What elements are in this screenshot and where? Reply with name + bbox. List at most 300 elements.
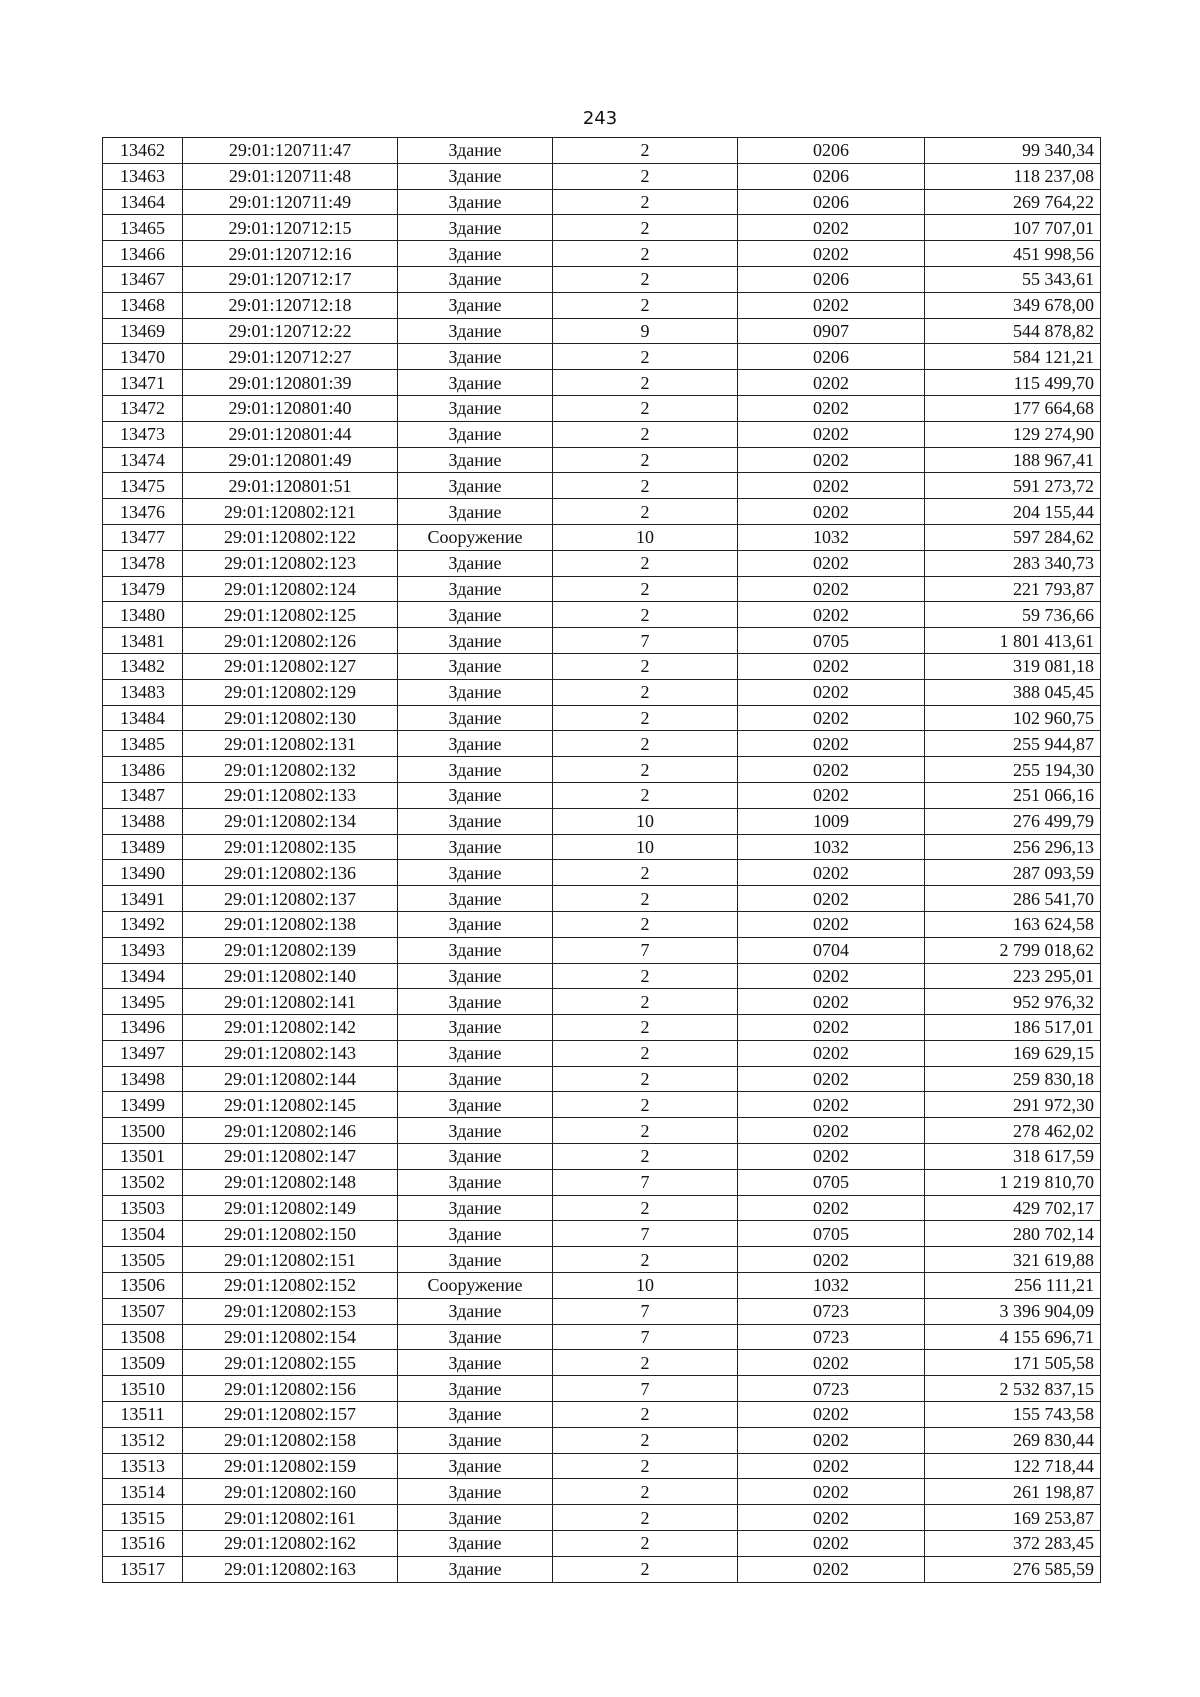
table-row — [103, 1144, 1101, 1170]
code-cell: 0202 — [738, 473, 925, 499]
cadastral-number-cell: 29:01:120802:132 — [183, 757, 398, 783]
object-type-cell: Здание — [398, 1169, 553, 1195]
object-type-cell: Здание — [398, 834, 553, 860]
object-type-cell: Здание — [398, 1118, 553, 1144]
cadastral-value-cell: 952 976,32 — [925, 989, 1101, 1015]
table-row — [103, 1118, 1101, 1144]
table-row — [103, 1247, 1101, 1273]
cadastral-number-cell: 29:01:120802:133 — [183, 782, 398, 808]
object-type-cell: Сооружение — [398, 524, 553, 550]
group-cell: 2 — [553, 189, 738, 215]
group-cell: 2 — [553, 705, 738, 731]
cadastral-number-cell: 29:01:120802:149 — [183, 1195, 398, 1221]
cadastral-value-cell: 256 296,13 — [925, 834, 1101, 860]
group-cell: 2 — [553, 1066, 738, 1092]
cadastral-value-cell: 388 045,45 — [925, 679, 1101, 705]
cadastral-value-cell: 276 585,59 — [925, 1556, 1101, 1582]
code-cell: 1032 — [738, 1273, 925, 1299]
cadastral-value-cell: 115 499,70 — [925, 370, 1101, 396]
cadastral-value-cell: 283 340,73 — [925, 550, 1101, 576]
group-cell: 2 — [553, 1040, 738, 1066]
row-number-cell: 13490 — [103, 860, 183, 886]
cadastral-number-cell: 29:01:120712:15 — [183, 215, 398, 241]
table-row — [103, 602, 1101, 628]
cadastral-value-cell: 122 718,44 — [925, 1453, 1101, 1479]
cadastral-value-cell: 287 093,59 — [925, 860, 1101, 886]
table-row — [103, 499, 1101, 525]
row-number-cell: 13466 — [103, 241, 183, 267]
row-number-cell: 13485 — [103, 731, 183, 757]
row-number-cell: 13475 — [103, 473, 183, 499]
row-number-cell: 13468 — [103, 292, 183, 318]
row-number-cell: 13497 — [103, 1040, 183, 1066]
cadastral-number-cell: 29:01:120802:163 — [183, 1556, 398, 1582]
row-number-cell: 13463 — [103, 163, 183, 189]
code-cell: 0202 — [738, 1479, 925, 1505]
group-cell: 2 — [553, 344, 738, 370]
cadastral-number-cell: 29:01:120802:150 — [183, 1221, 398, 1247]
group-cell: 2 — [553, 241, 738, 267]
object-type-cell: Здание — [398, 757, 553, 783]
group-cell: 10 — [553, 808, 738, 834]
cadastral-number-cell: 29:01:120802:136 — [183, 860, 398, 886]
object-type-cell: Здание — [398, 1195, 553, 1221]
table-row — [103, 1273, 1101, 1299]
code-cell: 0202 — [738, 1144, 925, 1170]
group-cell: 2 — [553, 1092, 738, 1118]
code-cell: 0202 — [738, 757, 925, 783]
group-cell: 2 — [553, 1556, 738, 1582]
code-cell: 0202 — [738, 395, 925, 421]
group-cell: 7 — [553, 1298, 738, 1324]
object-type-cell: Здание — [398, 473, 553, 499]
row-number-cell: 13507 — [103, 1298, 183, 1324]
code-cell: 0202 — [738, 1195, 925, 1221]
object-type-cell: Здание — [398, 1531, 553, 1557]
group-cell: 2 — [553, 1118, 738, 1144]
table-row — [103, 886, 1101, 912]
cadastral-number-cell: 29:01:120802:156 — [183, 1376, 398, 1402]
cadastral-value-cell: 276 499,79 — [925, 808, 1101, 834]
table-row — [103, 473, 1101, 499]
code-cell: 0723 — [738, 1324, 925, 1350]
table-row — [103, 447, 1101, 473]
object-type-cell: Здание — [398, 782, 553, 808]
row-number-cell: 13480 — [103, 602, 183, 628]
table-row — [103, 808, 1101, 834]
row-number-cell: 13502 — [103, 1169, 183, 1195]
cadastral-value-cell: 261 198,87 — [925, 1479, 1101, 1505]
table-row — [103, 679, 1101, 705]
object-type-cell: Здание — [398, 1066, 553, 1092]
cadastral-value-cell: 291 972,30 — [925, 1092, 1101, 1118]
group-cell: 2 — [553, 963, 738, 989]
object-type-cell: Здание — [398, 886, 553, 912]
cadastral-number-cell: 29:01:120801:51 — [183, 473, 398, 499]
cadastral-value-cell: 107 707,01 — [925, 215, 1101, 241]
cadastral-number-cell: 29:01:120802:161 — [183, 1505, 398, 1531]
row-number-cell: 13462 — [103, 138, 183, 164]
table-row — [103, 1040, 1101, 1066]
code-cell: 0202 — [738, 550, 925, 576]
table-row — [103, 782, 1101, 808]
cadastral-number-cell: 29:01:120801:40 — [183, 395, 398, 421]
table-row — [103, 318, 1101, 344]
table-row — [103, 189, 1101, 215]
group-cell: 2 — [553, 989, 738, 1015]
code-cell: 0202 — [738, 499, 925, 525]
cadastral-value-cell: 2 532 837,15 — [925, 1376, 1101, 1402]
cadastral-value-cell: 4 155 696,71 — [925, 1324, 1101, 1350]
row-number-cell: 13486 — [103, 757, 183, 783]
cadastral-number-cell: 29:01:120802:158 — [183, 1427, 398, 1453]
cadastral-number-cell: 29:01:120801:44 — [183, 421, 398, 447]
row-number-cell: 13498 — [103, 1066, 183, 1092]
table-row — [103, 731, 1101, 757]
cadastral-number-cell: 29:01:120802:159 — [183, 1453, 398, 1479]
object-type-cell: Здание — [398, 679, 553, 705]
code-cell: 0202 — [738, 1247, 925, 1273]
row-number-cell: 13489 — [103, 834, 183, 860]
code-cell: 0202 — [738, 963, 925, 989]
row-number-cell: 13484 — [103, 705, 183, 731]
object-type-cell: Здание — [398, 731, 553, 757]
group-cell: 10 — [553, 1273, 738, 1299]
group-cell: 2 — [553, 138, 738, 164]
cadastral-value-cell: 129 274,90 — [925, 421, 1101, 447]
code-cell: 0202 — [738, 1092, 925, 1118]
cadastral-number-cell: 29:01:120711:48 — [183, 163, 398, 189]
object-type-cell: Здание — [398, 550, 553, 576]
group-cell: 2 — [553, 731, 738, 757]
cadastral-number-cell: 29:01:120802:155 — [183, 1350, 398, 1376]
cadastral-number-cell: 29:01:120802:124 — [183, 576, 398, 602]
code-cell: 0723 — [738, 1376, 925, 1402]
group-cell: 7 — [553, 937, 738, 963]
table-row — [103, 550, 1101, 576]
row-number-cell: 13504 — [103, 1221, 183, 1247]
code-cell: 0202 — [738, 1531, 925, 1557]
row-number-cell: 13469 — [103, 318, 183, 344]
group-cell: 7 — [553, 1376, 738, 1402]
object-type-cell: Здание — [398, 1040, 553, 1066]
code-cell: 0202 — [738, 1556, 925, 1582]
table-row — [103, 370, 1101, 396]
row-number-cell: 13516 — [103, 1531, 183, 1557]
cadastral-number-cell: 29:01:120802:140 — [183, 963, 398, 989]
table-row — [103, 1066, 1101, 1092]
object-type-cell: Здание — [398, 1453, 553, 1479]
object-type-cell: Здание — [398, 1092, 553, 1118]
group-cell: 2 — [553, 1531, 738, 1557]
cadastral-value-cell: 1 219 810,70 — [925, 1169, 1101, 1195]
row-number-cell: 13493 — [103, 937, 183, 963]
object-type-cell: Здание — [398, 628, 553, 654]
cadastral-value-cell: 259 830,18 — [925, 1066, 1101, 1092]
code-cell: 0206 — [738, 163, 925, 189]
cadastral-value-cell: 221 793,87 — [925, 576, 1101, 602]
table-row — [103, 860, 1101, 886]
object-type-cell: Здание — [398, 989, 553, 1015]
row-number-cell: 13503 — [103, 1195, 183, 1221]
table-row — [103, 266, 1101, 292]
code-cell: 0202 — [738, 731, 925, 757]
cadastral-value-cell: 349 678,00 — [925, 292, 1101, 318]
row-number-cell: 13515 — [103, 1505, 183, 1531]
cadastral-value-cell: 451 998,56 — [925, 241, 1101, 267]
row-number-cell: 13488 — [103, 808, 183, 834]
row-number-cell: 13478 — [103, 550, 183, 576]
table-row — [103, 138, 1101, 164]
code-cell: 0202 — [738, 1118, 925, 1144]
registry-table — [102, 137, 1101, 1583]
row-number-cell: 13501 — [103, 1144, 183, 1170]
table-row — [103, 628, 1101, 654]
cadastral-value-cell: 269 830,44 — [925, 1427, 1101, 1453]
table-row — [103, 215, 1101, 241]
cadastral-value-cell: 429 702,17 — [925, 1195, 1101, 1221]
code-cell: 0723 — [738, 1298, 925, 1324]
row-number-cell: 13483 — [103, 679, 183, 705]
row-number-cell: 13511 — [103, 1402, 183, 1428]
cadastral-number-cell: 29:01:120802:141 — [183, 989, 398, 1015]
cadastral-value-cell: 169 629,15 — [925, 1040, 1101, 1066]
cadastral-value-cell: 584 121,21 — [925, 344, 1101, 370]
object-type-cell: Здание — [398, 395, 553, 421]
object-type-cell: Здание — [398, 705, 553, 731]
object-type-cell: Здание — [398, 499, 553, 525]
code-cell: 0202 — [738, 292, 925, 318]
cadastral-number-cell: 29:01:120712:22 — [183, 318, 398, 344]
code-cell: 0202 — [738, 576, 925, 602]
group-cell: 2 — [553, 1247, 738, 1273]
table-row — [103, 344, 1101, 370]
cadastral-number-cell: 29:01:120802:144 — [183, 1066, 398, 1092]
object-type-cell: Здание — [398, 1427, 553, 1453]
group-cell: 2 — [553, 163, 738, 189]
group-cell: 2 — [553, 215, 738, 241]
cadastral-number-cell: 29:01:120802:127 — [183, 653, 398, 679]
cadastral-number-cell: 29:01:120802:142 — [183, 1015, 398, 1041]
object-type-cell: Здание — [398, 937, 553, 963]
group-cell: 2 — [553, 757, 738, 783]
table-row — [103, 1298, 1101, 1324]
cadastral-number-cell: 29:01:120801:49 — [183, 447, 398, 473]
row-number-cell: 13482 — [103, 653, 183, 679]
cadastral-number-cell: 29:01:120802:153 — [183, 1298, 398, 1324]
group-cell: 2 — [553, 1015, 738, 1041]
code-cell: 0705 — [738, 1169, 925, 1195]
registry-table-body — [103, 138, 1101, 1583]
table-row — [103, 292, 1101, 318]
code-cell: 0202 — [738, 705, 925, 731]
cadastral-number-cell: 29:01:120802:152 — [183, 1273, 398, 1299]
code-cell: 0202 — [738, 241, 925, 267]
object-type-cell: Здание — [398, 1298, 553, 1324]
cadastral-number-cell: 29:01:120802:145 — [183, 1092, 398, 1118]
cadastral-value-cell: 319 081,18 — [925, 653, 1101, 679]
cadastral-value-cell: 223 295,01 — [925, 963, 1101, 989]
table-row — [103, 757, 1101, 783]
code-cell: 0202 — [738, 1350, 925, 1376]
group-cell: 7 — [553, 628, 738, 654]
table-row — [103, 1324, 1101, 1350]
code-cell: 0202 — [738, 886, 925, 912]
code-cell: 0202 — [738, 782, 925, 808]
table-row — [103, 1376, 1101, 1402]
cadastral-value-cell: 171 505,58 — [925, 1350, 1101, 1376]
cadastral-number-cell: 29:01:120802:135 — [183, 834, 398, 860]
object-type-cell: Здание — [398, 447, 553, 473]
code-cell: 0202 — [738, 1040, 925, 1066]
group-cell: 2 — [553, 860, 738, 886]
cadastral-number-cell: 29:01:120712:16 — [183, 241, 398, 267]
code-cell: 0202 — [738, 215, 925, 241]
cadastral-number-cell: 29:01:120802:129 — [183, 679, 398, 705]
group-cell: 2 — [553, 550, 738, 576]
row-number-cell: 13465 — [103, 215, 183, 241]
cadastral-number-cell: 29:01:120802:138 — [183, 911, 398, 937]
row-number-cell: 13495 — [103, 989, 183, 1015]
group-cell: 2 — [553, 782, 738, 808]
group-cell: 2 — [553, 602, 738, 628]
group-cell: 2 — [553, 499, 738, 525]
cadastral-number-cell: 29:01:120802:157 — [183, 1402, 398, 1428]
object-type-cell: Здание — [398, 911, 553, 937]
object-type-cell: Здание — [398, 266, 553, 292]
table-row — [103, 1092, 1101, 1118]
table-row — [103, 911, 1101, 937]
cadastral-number-cell: 29:01:120711:47 — [183, 138, 398, 164]
cadastral-number-cell: 29:01:120711:49 — [183, 189, 398, 215]
cadastral-value-cell: 169 253,87 — [925, 1505, 1101, 1531]
table-row — [103, 1427, 1101, 1453]
code-cell: 0206 — [738, 266, 925, 292]
cadastral-value-cell: 256 111,21 — [925, 1273, 1101, 1299]
object-type-cell: Здание — [398, 1479, 553, 1505]
cadastral-number-cell: 29:01:120802:151 — [183, 1247, 398, 1273]
table-row — [103, 1350, 1101, 1376]
table-row — [103, 421, 1101, 447]
cadastral-value-cell: 544 878,82 — [925, 318, 1101, 344]
cadastral-number-cell: 29:01:120802:125 — [183, 602, 398, 628]
object-type-cell: Здание — [398, 602, 553, 628]
group-cell: 2 — [553, 911, 738, 937]
code-cell: 0202 — [738, 989, 925, 1015]
object-type-cell: Здание — [398, 189, 553, 215]
code-cell: 0705 — [738, 628, 925, 654]
object-type-cell: Здание — [398, 808, 553, 834]
page-number: 243 — [582, 108, 618, 129]
row-number-cell: 13481 — [103, 628, 183, 654]
group-cell: 2 — [553, 395, 738, 421]
cadastral-value-cell: 102 960,75 — [925, 705, 1101, 731]
cadastral-value-cell: 99 340,34 — [925, 138, 1101, 164]
cadastral-value-cell: 318 617,59 — [925, 1144, 1101, 1170]
row-number-cell: 13471 — [103, 370, 183, 396]
object-type-cell: Здание — [398, 576, 553, 602]
object-type-cell: Здание — [398, 370, 553, 396]
row-number-cell: 13491 — [103, 886, 183, 912]
cadastral-number-cell: 29:01:120802:139 — [183, 937, 398, 963]
group-cell: 2 — [553, 1479, 738, 1505]
row-number-cell: 13499 — [103, 1092, 183, 1118]
group-cell: 10 — [553, 524, 738, 550]
cadastral-value-cell: 269 764,22 — [925, 189, 1101, 215]
cadastral-value-cell: 278 462,02 — [925, 1118, 1101, 1144]
cadastral-value-cell: 280 702,14 — [925, 1221, 1101, 1247]
code-cell: 0202 — [738, 447, 925, 473]
code-cell: 0202 — [738, 1427, 925, 1453]
group-cell: 2 — [553, 1505, 738, 1531]
group-cell: 9 — [553, 318, 738, 344]
cadastral-value-cell: 55 343,61 — [925, 266, 1101, 292]
table-row — [103, 1221, 1101, 1247]
cadastral-number-cell: 29:01:120802:122 — [183, 524, 398, 550]
group-cell: 2 — [553, 266, 738, 292]
cadastral-value-cell: 597 284,62 — [925, 524, 1101, 550]
table-row — [103, 395, 1101, 421]
row-number-cell: 13506 — [103, 1273, 183, 1299]
row-number-cell: 13464 — [103, 189, 183, 215]
code-cell: 0202 — [738, 860, 925, 886]
table-row — [103, 1195, 1101, 1221]
table-row — [103, 1453, 1101, 1479]
code-cell: 1009 — [738, 808, 925, 834]
row-number-cell: 13509 — [103, 1350, 183, 1376]
group-cell: 2 — [553, 1195, 738, 1221]
cadastral-number-cell: 29:01:120802:154 — [183, 1324, 398, 1350]
cadastral-number-cell: 29:01:120802:134 — [183, 808, 398, 834]
code-cell: 0907 — [738, 318, 925, 344]
row-number-cell: 13500 — [103, 1118, 183, 1144]
row-number-cell: 13510 — [103, 1376, 183, 1402]
object-type-cell: Здание — [398, 1247, 553, 1273]
code-cell: 0202 — [738, 370, 925, 396]
cadastral-number-cell: 29:01:120712:18 — [183, 292, 398, 318]
cadastral-number-cell: 29:01:120802:143 — [183, 1040, 398, 1066]
object-type-cell: Здание — [398, 421, 553, 447]
object-type-cell: Здание — [398, 241, 553, 267]
code-cell: 0202 — [738, 679, 925, 705]
table-row — [103, 524, 1101, 550]
cadastral-number-cell: 29:01:120802:126 — [183, 628, 398, 654]
row-number-cell: 13517 — [103, 1556, 183, 1582]
cadastral-value-cell: 3 396 904,09 — [925, 1298, 1101, 1324]
group-cell: 2 — [553, 679, 738, 705]
cadastral-number-cell: 29:01:120802:131 — [183, 731, 398, 757]
cadastral-value-cell: 155 743,58 — [925, 1402, 1101, 1428]
object-type-cell: Здание — [398, 318, 553, 344]
code-cell: 0206 — [738, 189, 925, 215]
row-number-cell: 13494 — [103, 963, 183, 989]
group-cell: 2 — [553, 292, 738, 318]
code-cell: 1032 — [738, 524, 925, 550]
row-number-cell: 13487 — [103, 782, 183, 808]
group-cell: 2 — [553, 421, 738, 447]
cadastral-value-cell: 286 541,70 — [925, 886, 1101, 912]
table-row — [103, 705, 1101, 731]
object-type-cell: Здание — [398, 1221, 553, 1247]
row-number-cell: 13470 — [103, 344, 183, 370]
row-number-cell: 13508 — [103, 1324, 183, 1350]
table-row — [103, 1402, 1101, 1428]
cadastral-number-cell: 29:01:120712:27 — [183, 344, 398, 370]
cadastral-number-cell: 29:01:120802:121 — [183, 499, 398, 525]
table-row — [103, 163, 1101, 189]
object-type-cell: Здание — [398, 1144, 553, 1170]
object-type-cell: Здание — [398, 1505, 553, 1531]
